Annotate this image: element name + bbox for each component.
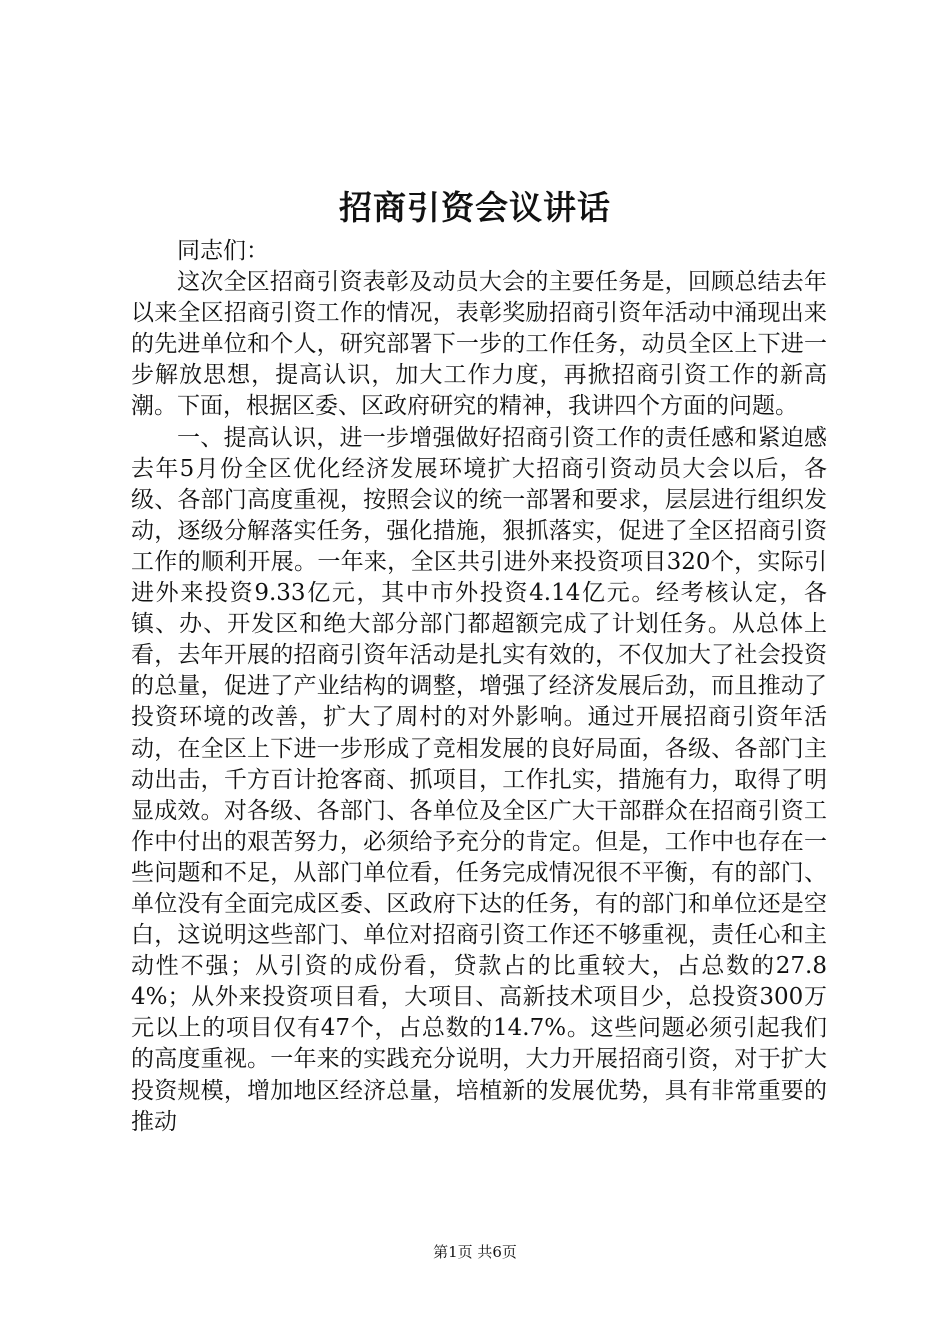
document-title: 招商引资会议讲话 [339,188,611,227]
salutation: 同志们： [177,238,269,264]
paragraph-section-one: 一、提高认识，进一步增强做好招商引资工作的责任感和紧迫感去年5月份全区优化经济发展环境扩大招商引资动员大会以后，各级、各部门高度重视，按照会议的统一部署和要求，层层进行组织发动，逐级分解落实任务，强化措施，狠抓落实，促进了全区招商引资工作的顺利开展。一年来，全区共引进外来投资项目320个，实际引进外来投资9.33亿元，其中市外投资4.14亿元。经考核认定，各镇、办、开发区和绝大部分部门都超额完成了计划任务。从总体上看，去年开展的招商引资年活动是扎实有效的，不仅加大了社会投资的总量，促进了产业结构的调整，增强了经济发展后劲，而且推动了投资环境的改善，扩大了周村的对外影响。通过开展招商引资年活动，在全区上下进一步形成了竞相发展的良好局面，各级、各部门主动出击，千方百计抢客商、抓项目，工作扎实，措施有力，取得了明显成效。对各级、各部门、各单位及全区广大干部群众在招商引资工作中付出的艰苦努力，必须给予充分的肯定。但是，工作中也存在一些问题和不足，从部门单位看，任务完成情况很不平衡，有的部门、单位没有全面完成区委、区政府下达的任务，有的部门和单位还是空白，这说明这些部门、单位对招商引资工作还不够重视，责任心和主动性不强；从引资的成份看，贷款占的比重较大，占总数的27.84%；从外来投资项目看，大项目、高新技术项目少，总投资300万元以上的项目仅有47个，占总数的14.7%。这些问题必须引起我们的高度重视。一年来的实践充分说明，大力开展招商引资，对于扩大投资规模，增加地区经济总量，培植新的发展优势，具有非常重要的推动 [131,424,827,1135]
page-number-footer: 第1页 共6页 [433,1243,517,1261]
document-body [131,236,827,1138]
paragraph-intro: 这次全区招商引资表彰及动员大会的主要任务是，回顾总结去年以来全区招商引资工作的情况，表彰奖励招商引资年活动中涌现出来的先进单位和个人，研究部署下一步的工作任务，动员全区上下进一步解放思想，提高认识，加大工作力度，再掀招商引资工作的新高潮。下面，根据区委、区政府研究的精神，我讲四个方面的问题。 [131,269,827,420]
